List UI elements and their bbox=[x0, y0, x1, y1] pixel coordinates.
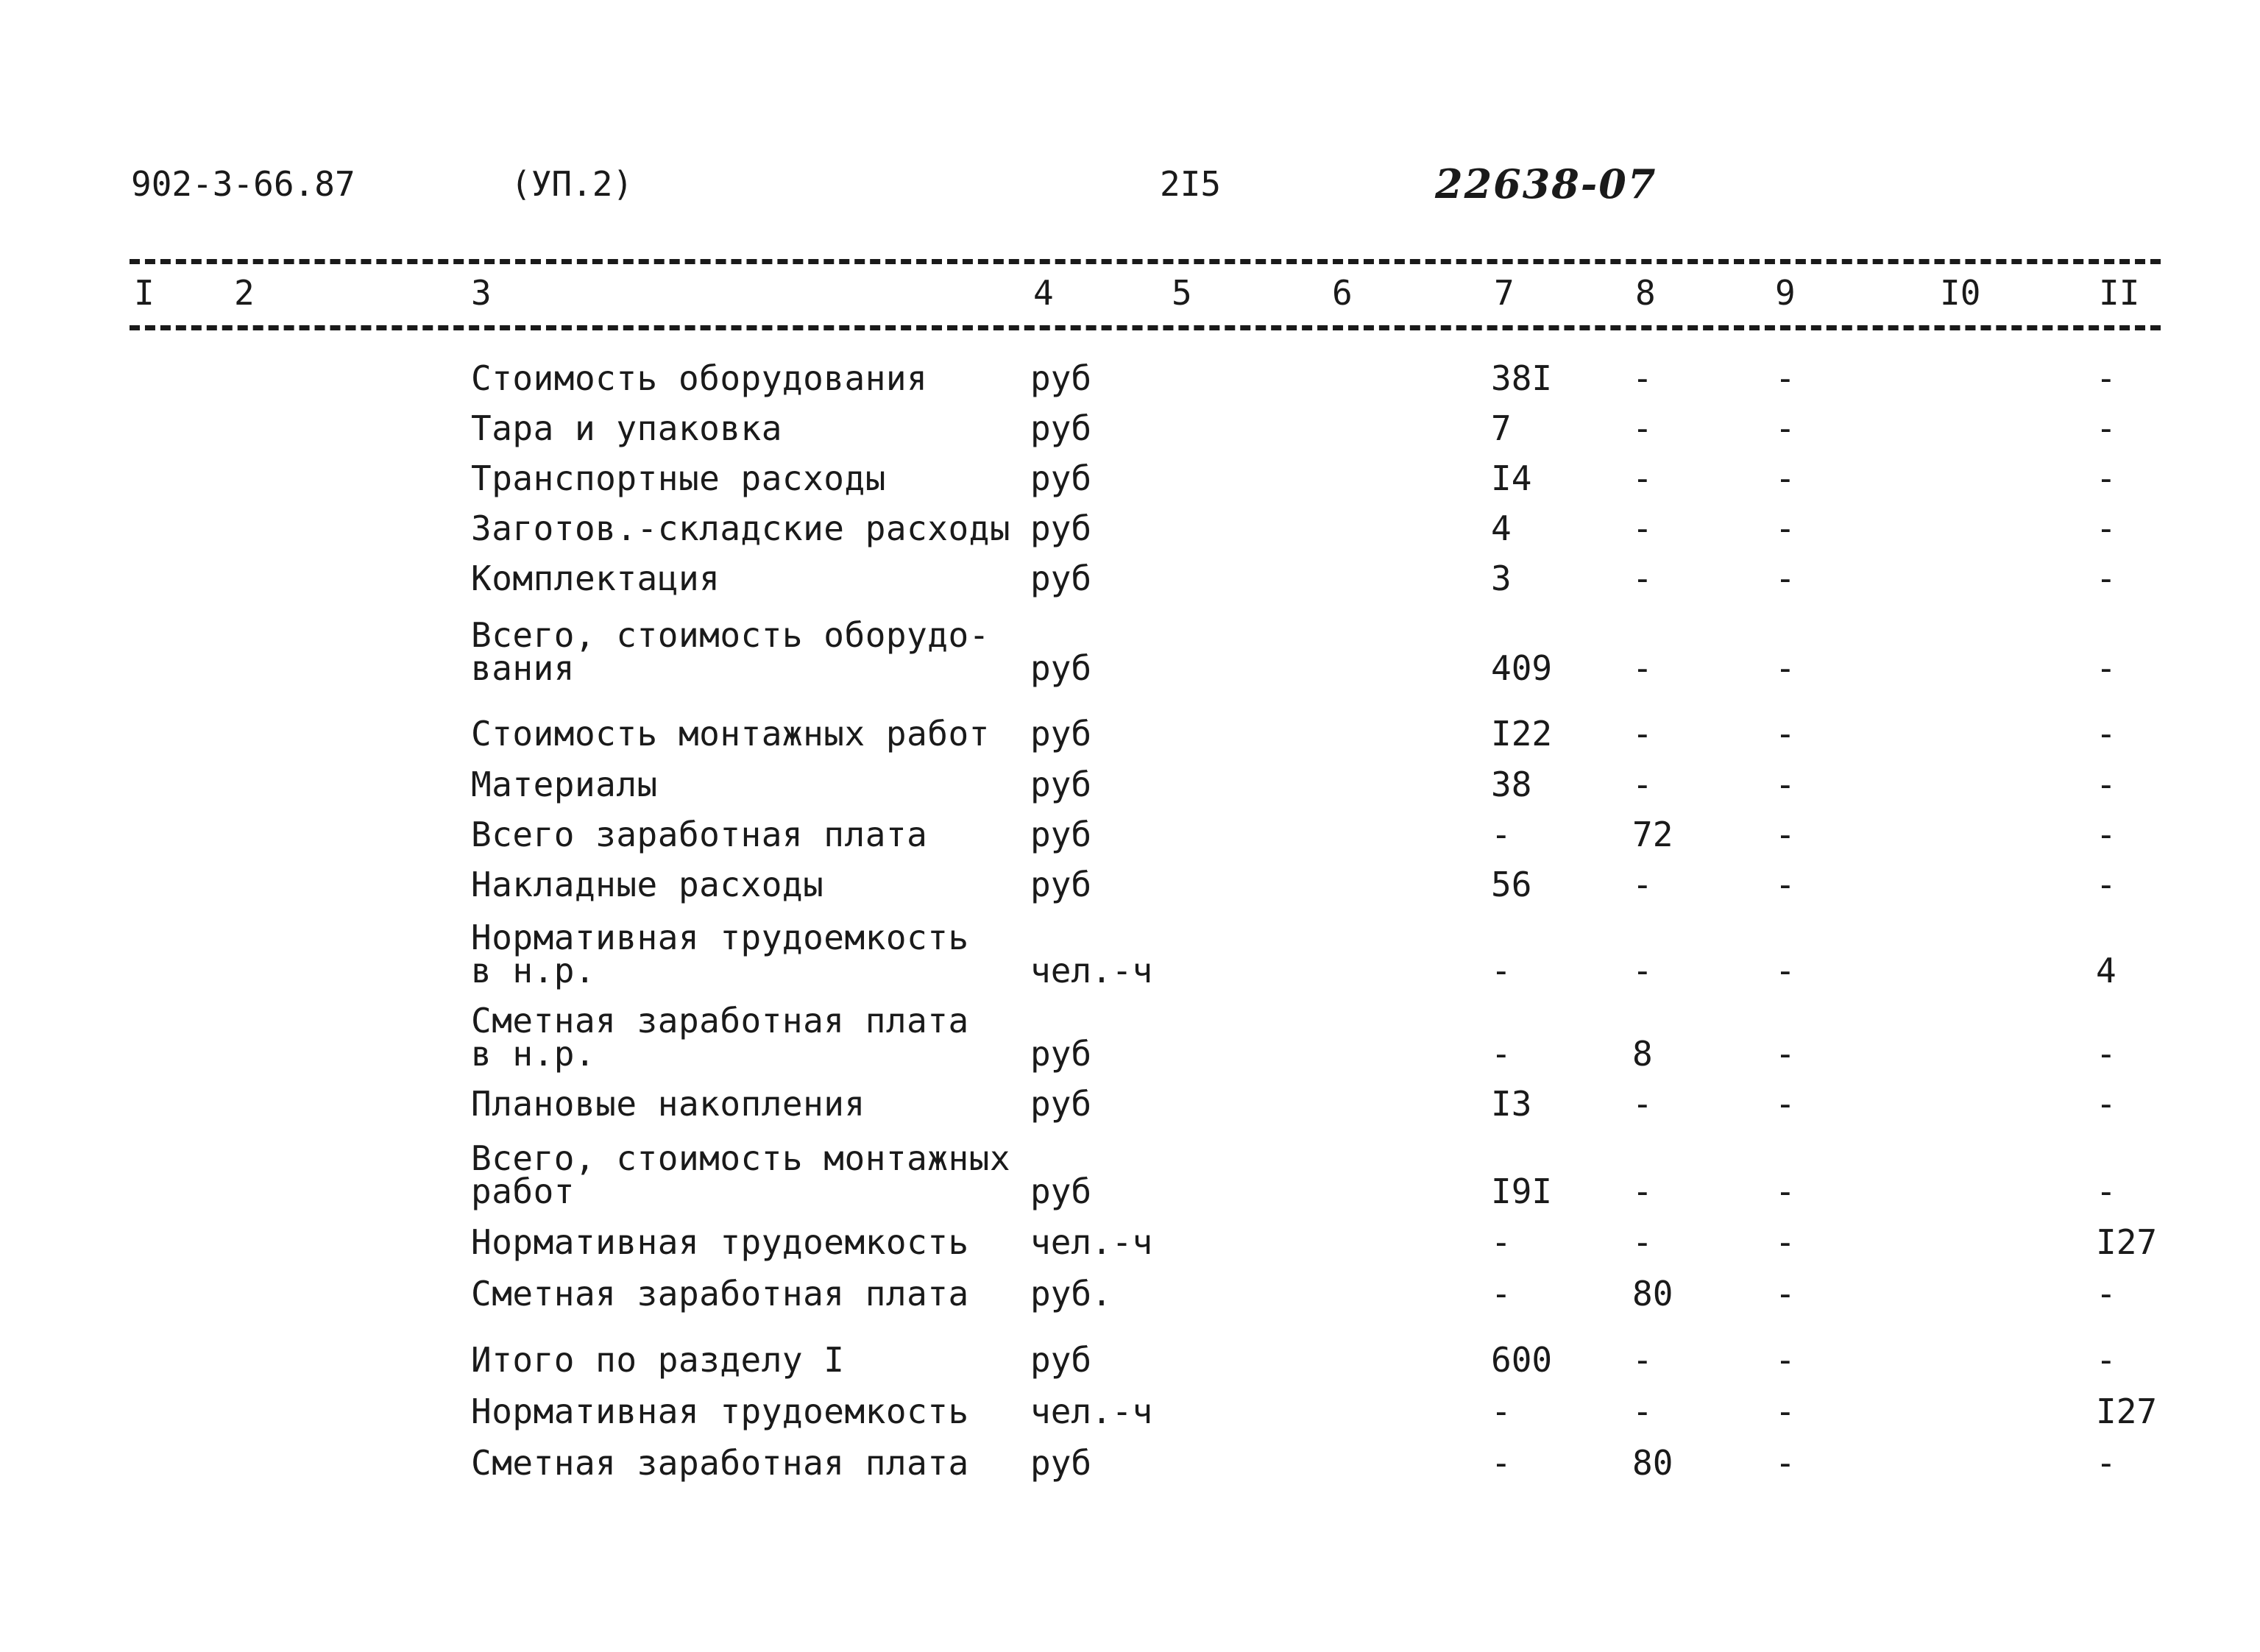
row-unit: руб bbox=[1030, 408, 1092, 448]
column-number: 3 bbox=[471, 273, 492, 313]
row-value-col9: - bbox=[1775, 951, 1796, 990]
row-value-col9: - bbox=[1775, 508, 1796, 548]
row-value-col7: 7 bbox=[1491, 408, 1512, 448]
row-unit: руб bbox=[1030, 1034, 1092, 1074]
row-value-col11: - bbox=[2096, 714, 2116, 754]
row-value-col9: - bbox=[1775, 458, 1796, 498]
row-value-col9: - bbox=[1775, 358, 1796, 398]
row-value-col7: 4 bbox=[1491, 508, 1512, 548]
row-unit: руб bbox=[1030, 559, 1092, 598]
row-value-col9: - bbox=[1775, 1222, 1796, 1262]
row-value-col8: - bbox=[1632, 1392, 1653, 1431]
row-label: Итого по разделу I bbox=[471, 1340, 845, 1380]
row-value-col8: - bbox=[1632, 865, 1653, 904]
row-value-col11: - bbox=[2096, 358, 2116, 398]
row-value-col11: I27 bbox=[2096, 1392, 2158, 1431]
row-unit: чел.-ч bbox=[1030, 1392, 1153, 1431]
row-value-col8: - bbox=[1632, 1171, 1653, 1211]
row-label: Тара и упаковка bbox=[471, 408, 782, 448]
row-value-col8: - bbox=[1632, 951, 1653, 990]
row-value-col7: - bbox=[1491, 1443, 1512, 1483]
row-label: Всего, стоимость оборудо- вания bbox=[471, 615, 990, 688]
row-value-col11: - bbox=[2096, 1171, 2116, 1211]
document-code: 902-3-66.87 bbox=[131, 164, 355, 204]
column-number: 5 bbox=[1172, 273, 1192, 313]
row-label: Заготов.-складские расходы bbox=[471, 508, 1011, 548]
row-value-col7: - bbox=[1491, 1392, 1512, 1431]
row-value-col11: - bbox=[2096, 1340, 2116, 1380]
row-value-col8: - bbox=[1632, 408, 1653, 448]
row-value-col9: - bbox=[1775, 408, 1796, 448]
column-number: 2 bbox=[234, 273, 255, 313]
row-value-col11: - bbox=[2096, 765, 2116, 804]
row-label: Накладные расходы bbox=[471, 865, 824, 904]
row-unit: руб. bbox=[1030, 1274, 1112, 1314]
column-number: 7 bbox=[1494, 273, 1515, 313]
row-unit: руб bbox=[1030, 1084, 1092, 1124]
row-value-col11: - bbox=[2096, 458, 2116, 498]
row-unit: руб bbox=[1030, 508, 1092, 548]
row-value-col8: - bbox=[1632, 1340, 1653, 1380]
row-value-col9: - bbox=[1775, 765, 1796, 804]
column-number: 4 bbox=[1033, 273, 1054, 313]
row-value-col11: I27 bbox=[2096, 1222, 2158, 1262]
row-value-col9: - bbox=[1775, 815, 1796, 854]
row-value-col9: - bbox=[1775, 1034, 1796, 1074]
row-value-col9: - bbox=[1775, 1340, 1796, 1380]
row-label: Материалы bbox=[471, 765, 658, 804]
row-unit: руб bbox=[1030, 865, 1092, 904]
row-value-col7: I22 bbox=[1491, 714, 1553, 754]
row-value-col11: - bbox=[2096, 508, 2116, 548]
row-value-col9: - bbox=[1775, 1274, 1796, 1314]
column-number: I bbox=[134, 273, 155, 313]
row-label: Сметная заработная плата в н.р. bbox=[471, 1001, 969, 1074]
row-value-col7: I4 bbox=[1491, 458, 1532, 498]
row-unit: руб bbox=[1030, 1171, 1092, 1211]
row-value-col8: - bbox=[1632, 508, 1653, 548]
row-value-col9: - bbox=[1775, 1171, 1796, 1211]
row-unit: руб bbox=[1030, 648, 1092, 688]
row-unit: руб bbox=[1030, 1443, 1092, 1483]
row-value-col9: - bbox=[1775, 559, 1796, 598]
row-value-col11: - bbox=[2096, 648, 2116, 688]
column-number: 8 bbox=[1635, 273, 1656, 313]
row-value-col11: - bbox=[2096, 1084, 2116, 1124]
row-label: Стоимость оборудования bbox=[471, 358, 928, 398]
row-value-col7: 38 bbox=[1491, 765, 1532, 804]
column-number: 9 bbox=[1775, 273, 1796, 313]
row-unit: руб bbox=[1030, 815, 1092, 854]
row-value-col9: - bbox=[1775, 648, 1796, 688]
column-number: I0 bbox=[1940, 273, 1981, 313]
row-value-col7: 409 bbox=[1491, 648, 1553, 688]
row-label: Всего, стоимость монтажных работ bbox=[471, 1138, 1011, 1211]
row-value-col8: - bbox=[1632, 559, 1653, 598]
row-unit: руб bbox=[1030, 765, 1092, 804]
row-label: Сметная заработная плата bbox=[471, 1443, 969, 1483]
row-value-col8: - bbox=[1632, 1222, 1653, 1262]
row-label: Транспортные расходы bbox=[471, 458, 886, 498]
row-label: Всего заработная плата bbox=[471, 815, 928, 854]
row-value-col8: - bbox=[1632, 1084, 1653, 1124]
row-unit: руб bbox=[1030, 358, 1092, 398]
row-value-col8: - bbox=[1632, 714, 1653, 754]
row-value-col7: 38I bbox=[1491, 358, 1553, 398]
row-value-col7: 3 bbox=[1491, 559, 1512, 598]
row-value-col8: - bbox=[1632, 458, 1653, 498]
row-value-col7: 600 bbox=[1491, 1340, 1553, 1380]
row-label: Плановые накопления bbox=[471, 1084, 865, 1124]
row-value-col7: - bbox=[1491, 815, 1512, 854]
row-value-col9: - bbox=[1775, 1392, 1796, 1431]
row-value-col7: - bbox=[1491, 951, 1512, 990]
row-value-col11: - bbox=[2096, 559, 2116, 598]
row-label: Комплектация bbox=[471, 559, 720, 598]
row-value-col7: - bbox=[1491, 1034, 1512, 1074]
row-unit: руб bbox=[1030, 714, 1092, 754]
row-value-col7: I9I bbox=[1491, 1171, 1553, 1211]
row-value-col11: - bbox=[2096, 1034, 2116, 1074]
row-value-col11: 4 bbox=[2096, 951, 2116, 990]
row-value-col8: 8 bbox=[1632, 1034, 1653, 1074]
row-label: Сметная заработная плата bbox=[471, 1274, 969, 1314]
row-label: Нормативная трудоемкость в н.р. bbox=[471, 918, 969, 990]
row-value-col8: 80 bbox=[1632, 1274, 1673, 1314]
row-value-col7: - bbox=[1491, 1274, 1512, 1314]
row-value-col8: - bbox=[1632, 358, 1653, 398]
row-value-col7: - bbox=[1491, 1222, 1512, 1262]
page-number: 2I5 bbox=[1160, 164, 1222, 204]
row-value-col8: - bbox=[1632, 648, 1653, 688]
row-value-col8: 72 bbox=[1632, 815, 1673, 854]
row-value-col11: - bbox=[2096, 865, 2116, 904]
row-value-col7: I3 bbox=[1491, 1084, 1532, 1124]
row-value-col11: - bbox=[2096, 815, 2116, 854]
row-value-col9: - bbox=[1775, 714, 1796, 754]
column-number: 6 bbox=[1332, 273, 1353, 313]
row-value-col11: - bbox=[2096, 1443, 2116, 1483]
column-number: II bbox=[2099, 273, 2140, 313]
row-value-col9: - bbox=[1775, 1443, 1796, 1483]
row-unit: руб bbox=[1030, 1340, 1092, 1380]
row-value-col11: - bbox=[2096, 408, 2116, 448]
row-value-col8: 80 bbox=[1632, 1443, 1673, 1483]
handwritten-number: 22638-07 bbox=[1435, 160, 1657, 208]
row-unit: руб bbox=[1030, 458, 1092, 498]
row-value-col7: 56 bbox=[1491, 865, 1532, 904]
row-value-col8: - bbox=[1632, 765, 1653, 804]
row-value-col9: - bbox=[1775, 1084, 1796, 1124]
row-unit: чел.-ч bbox=[1030, 951, 1153, 990]
row-value-col9: - bbox=[1775, 865, 1796, 904]
row-unit: чел.-ч bbox=[1030, 1222, 1153, 1262]
row-label: Стоимость монтажных работ bbox=[471, 714, 990, 754]
row-value-col11: - bbox=[2096, 1274, 2116, 1314]
row-label: Нормативная трудоемкость bbox=[471, 1392, 969, 1431]
volume-label: (УП.2) bbox=[511, 164, 634, 204]
row-label: Нормативная трудоемкость bbox=[471, 1222, 969, 1262]
